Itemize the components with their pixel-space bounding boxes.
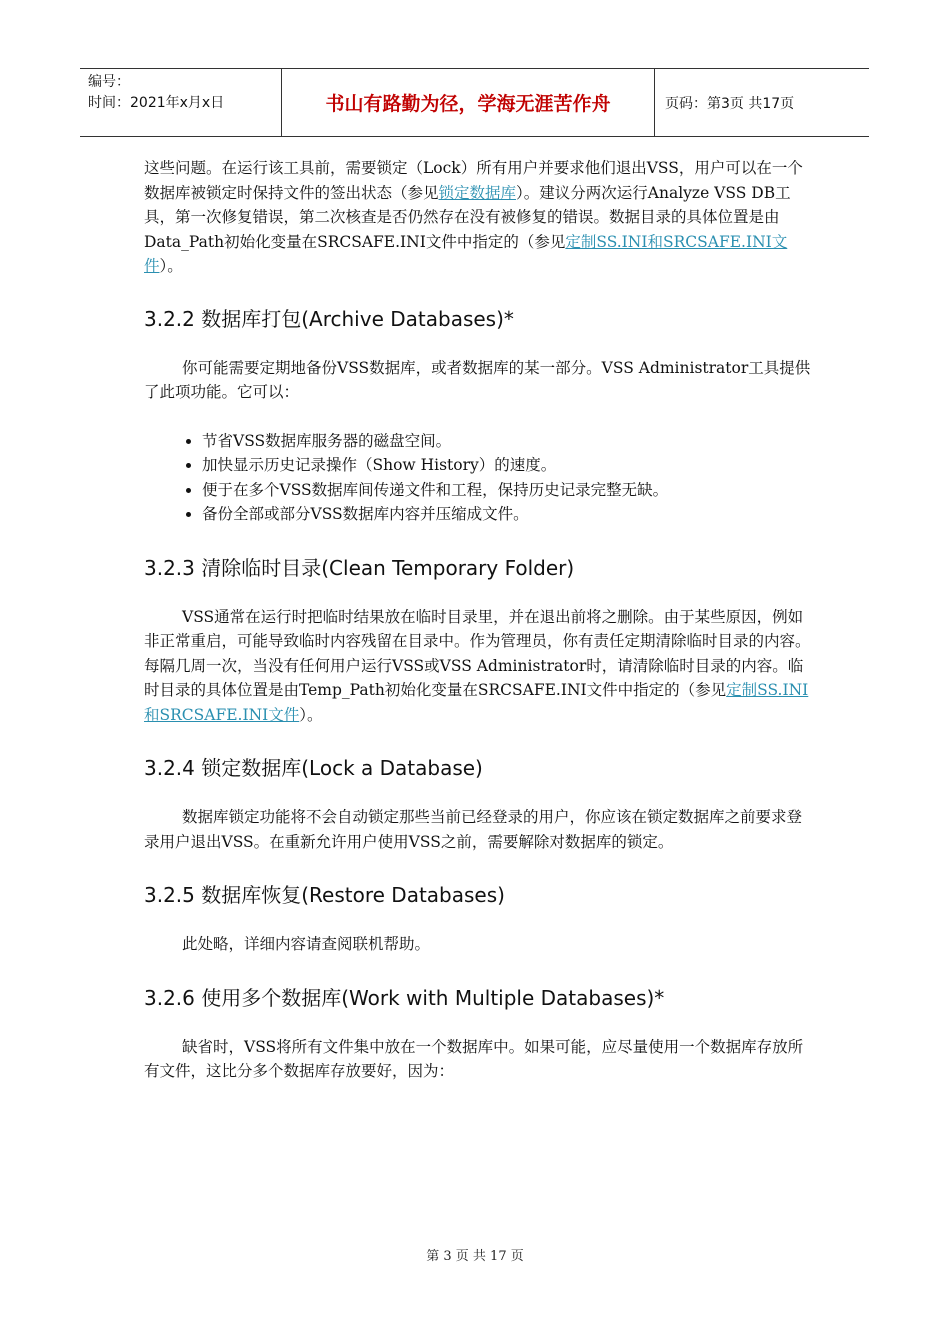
link-lock-database[interactable]: 锁定数据库 xyxy=(438,183,517,202)
heading-3-2-4: 3.2.4 锁定数据库(Lock a Database) xyxy=(144,756,483,780)
page-footer: 第 3 页 共 17 页 xyxy=(426,1249,524,1264)
archive-benefits-list xyxy=(144,429,812,527)
list-item: • 便于在多个VSS数据库间传递文件和工程，保持历史记录完整无缺。 xyxy=(202,478,812,503)
paragraph-restore: 此处略，详细内容请查阅联机帮助。 xyxy=(182,935,431,953)
list-item: • 节省VSS数据库服务器的磁盘空间。 xyxy=(202,429,812,454)
document-body xyxy=(144,156,812,1084)
header-date-label: 时间：2021年x月x日 xyxy=(88,95,225,111)
paragraph-continued xyxy=(144,156,812,279)
paragraph-text: ）。 xyxy=(299,705,323,724)
paragraph-multiple-db: 缺省时，VSS将所有文件集中放在一个数据库中。如果可能，应尽量使用一个数据库存放所有文件，这比分多个数据库存放要好，因为： xyxy=(144,1037,804,1080)
link-custom-ini[interactable]: 定制SS.INI和SRCSAFE.INI文件 xyxy=(144,232,788,275)
paragraph-text: ）。 xyxy=(159,257,183,275)
list-item: • 备份全部或部分VSS数据库内容并压缩成文件。 xyxy=(202,502,812,527)
paragraph-clean-temp xyxy=(144,605,812,728)
paragraph-text: 这些问题。在运行该工具前，需要锁定（Lock）所有用户并要求他们退出VSS，用户可以在一个数据库被锁定时保持文件的签出状态（参见 xyxy=(144,159,803,202)
paragraph-lock-database: 数据库锁定功能将不会自动锁定那些当前已经登录的用户，你应该在锁定数据库之前要求登录用户退出VSS。在重新允许用户使用VSS之前，需要解除对数据库的锁定。 xyxy=(144,808,803,851)
page-header xyxy=(80,68,869,137)
heading-3-2-5: 3.2.5 数据库恢复(Restore Databases) xyxy=(144,883,505,907)
heading-3-2-6: 3.2.6 使用多个数据库(Work with Multiple Databases)* xyxy=(144,985,665,1010)
header-number-label: 编号： xyxy=(88,74,130,90)
link-custom-ini[interactable]: 定制SS.INI和SRCSAFE.INI文件 xyxy=(144,681,809,724)
paragraph-text: VSS通常在运行时把临时结果放在临时目录里，并在退出前将之删除。由于某些原因，例如非正常重启，可能导致临时内容残留在目录中。作为管理员，你有责任定期清除临时目录的内容。每隔几周一次，当没有任何用户运行VSS或VSS Administrator时，请清除临时目录的内容。临时目录的具体位置是由Temp_Path初始化变量在SRCSAFE.INI文件中指定的（参见 xyxy=(144,607,811,699)
paragraph-text: ）。建议分两次运行Analyze VSS DB工具，第一次修复错误，第二次核查是否仍然存在没有被修复的错误。数据目录的具体位置是由Data_Path初始化变量在SRCSAFE.INI文件中指定的（参见 xyxy=(144,183,791,251)
heading-3-2-3: 3.2.3 清除临时目录(Clean Temporary Folder) xyxy=(144,555,575,580)
list-item: • 加快显示历史记录操作（Show History）的速度。 xyxy=(202,453,812,478)
heading-3-2-2: 3.2.2 数据库打包(Archive Databases)* xyxy=(144,306,514,331)
header-motto: 书山有路勤为径，学海无涯苦作舟 xyxy=(282,69,655,136)
header-info xyxy=(80,69,282,136)
header-page-info: 页码：第3页 共17页 xyxy=(665,95,795,112)
paragraph-archive-intro: 你可能需要定期地备份VSS数据库，或者数据库的某一部分。VSS Administrator工具提供了此项功能。它可以： xyxy=(144,358,811,401)
